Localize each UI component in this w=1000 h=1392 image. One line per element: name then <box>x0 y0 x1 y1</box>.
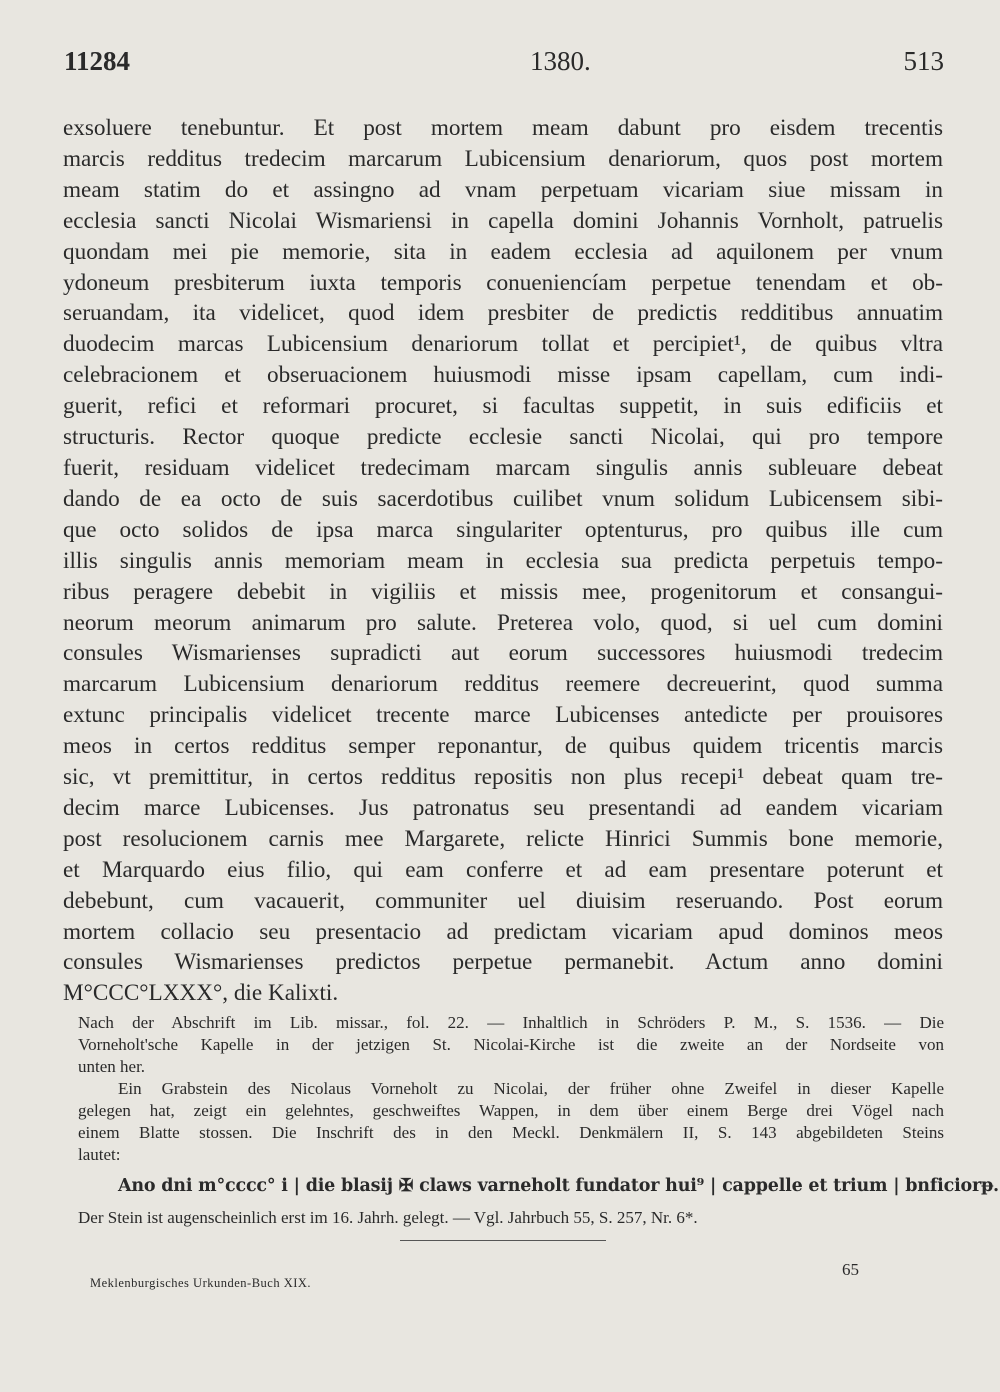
note-line: Nach der Abschrift im Lib. missar., fol. 22. — Inhaltlich in Schröders P. M., S. 1536. — Die <box>78 1013 944 1032</box>
text-line: que octo solidos de ipsa marca singulariter optenturus, pro quibus ille cum <box>63 516 943 543</box>
text-line: consules Wismarienses predictos perpetue permanebit. Actum anno domini <box>63 949 943 976</box>
note-line: unten her. <box>78 1057 146 1076</box>
text-line: marcarum Lubicensium denariorum redditus reemere decreuerint, quod summa <box>63 671 943 698</box>
text-line: meos in certos redditus semper reponantur, de quibus quidem tricentis marcis <box>63 733 943 760</box>
text-line: seruandam, ita videlicet, quod idem presbiter de predictis redditibus annuatim <box>63 300 943 327</box>
note-line: einem Blatte stossen. Die Inschrift des in den Meckl. Denkmälern II, S. 143 abgebildeten Steins <box>78 1123 944 1142</box>
note-line: Ein Grabstein des Nicolaus Vorneholt zu Nicolai, der früher ohne Zweifel in dieser Kapelle <box>118 1079 944 1098</box>
document-number: 11284 <box>64 46 131 76</box>
note-line: lautet: <box>78 1145 121 1164</box>
text-line: marcis redditus tredecim marcarum Lubicensium denariorum, quos post mortem <box>63 145 943 172</box>
text-line: illis singulis annis memoriam meam in ecclesia sua predicta perpetuis tempo- <box>63 547 943 574</box>
section-divider <box>400 1240 606 1241</box>
text-line: sic, vt premittitur, in certos redditus repositis non plus recepi¹ debeat quam tre- <box>63 764 943 791</box>
charter-text <box>63 113 943 1009</box>
editorial-notes <box>78 1012 944 1166</box>
text-line: ecclesia sancti Nicolai Wismariensi in capella domini Johannis Vornholt, patruelis <box>63 207 943 234</box>
book-title: Meklenburgisches Urkunden-Buch XIX. <box>90 1276 312 1290</box>
text-line: neorum meorum animarum pro salute. Preterea volo, quod, si uel cum domini <box>63 609 943 636</box>
gravestone-inscription: Ano dni m°cccc° i | die blasij ✠ claws varneholt fundator hui⁹ | cappelle et trium | bnficiorᵽ. <box>118 1176 999 1196</box>
text-line: extunc principalis videlicet trecente marce Lubicenses antedicte per prouisores <box>63 702 943 729</box>
note-line: gelegen hat, zeigt ein gelehntes, geschweiftes Wappen, in dem über einem Berge drei Vögel nach <box>78 1101 944 1120</box>
text-line: ribus peragere debebit in vigiliis et missis mee, progenitorum et consangui- <box>63 578 943 605</box>
stone-note: Der Stein ist augenscheinlich erst im 16. Jahrh. gelegt. — Vgl. Jahrbuch 55, S. 257, Nr. 6*. <box>78 1208 698 1227</box>
note-line: Vorneholt'sche Kapelle in der jetzigen St. Nicolai-Kirche ist die zweite an der Nordseite von <box>78 1035 944 1054</box>
text-line: ydoneum presbiterum iuxta temporis conueniencíam perpetue tenendam et ob- <box>63 269 943 296</box>
page-header <box>64 46 944 86</box>
document-year: 1380. <box>530 46 591 76</box>
text-line: fuerit, residuam videlicet tredecimam marcam singulis annis subleuare debeat <box>63 454 943 481</box>
text-line: decim marce Lubicenses. Jus patronatus seu presentandi ad eandem vicariam <box>63 794 943 821</box>
text-line: duodecim marcas Lubicensium denariorum tollat et percipiet¹, de quibus vltra <box>63 331 943 358</box>
signature-mark: 65 <box>842 1260 859 1279</box>
page-number: 513 <box>903 46 944 76</box>
text-line: M°CCC°LXXX°, die Kalixti. <box>63 980 339 1007</box>
text-line: et Marquardo eius filio, qui eam conferre et ad eam presentare poterunt et <box>63 856 943 883</box>
text-line: post resolucionem carnis mee Margarete, relicte Hinrici Summis bone memorie, <box>63 825 943 852</box>
text-line: quondam mei pie memorie, sita in eadem ecclesia ad aquilonem per vnum <box>63 238 943 265</box>
text-line: guerit, refici et reformari procuret, si facultas suppetit, in suis edificiis et <box>63 393 943 420</box>
text-line: meam statim do et assingno ad vnam perpetuam vicariam siue missam in <box>63 176 943 203</box>
text-line: structuris. Rector quoque predicte ecclesie sancti Nicolai, qui pro tempore <box>63 424 943 451</box>
text-line: dando de ea octo de suis sacerdotibus cuilibet vnum solidum Lubicensem sibi- <box>63 485 943 512</box>
text-line: exsoluere tenebuntur. Et post mortem meam dabunt pro eisdem trecentis <box>63 115 943 141</box>
text-line: celebracionem et obseruacionem huiusmodi misse ipsam capellam, cum indi- <box>63 362 943 389</box>
text-line: debebunt, cum vacauerit, communiter uel diuisim reseruando. Post eorum <box>63 887 943 914</box>
text-line: consules Wismarienses supradicti aut eorum successores huiusmodi tredecim <box>63 640 943 667</box>
text-line: mortem collacio seu presentacio ad predictam vicariam apud dominos meos <box>63 918 943 945</box>
